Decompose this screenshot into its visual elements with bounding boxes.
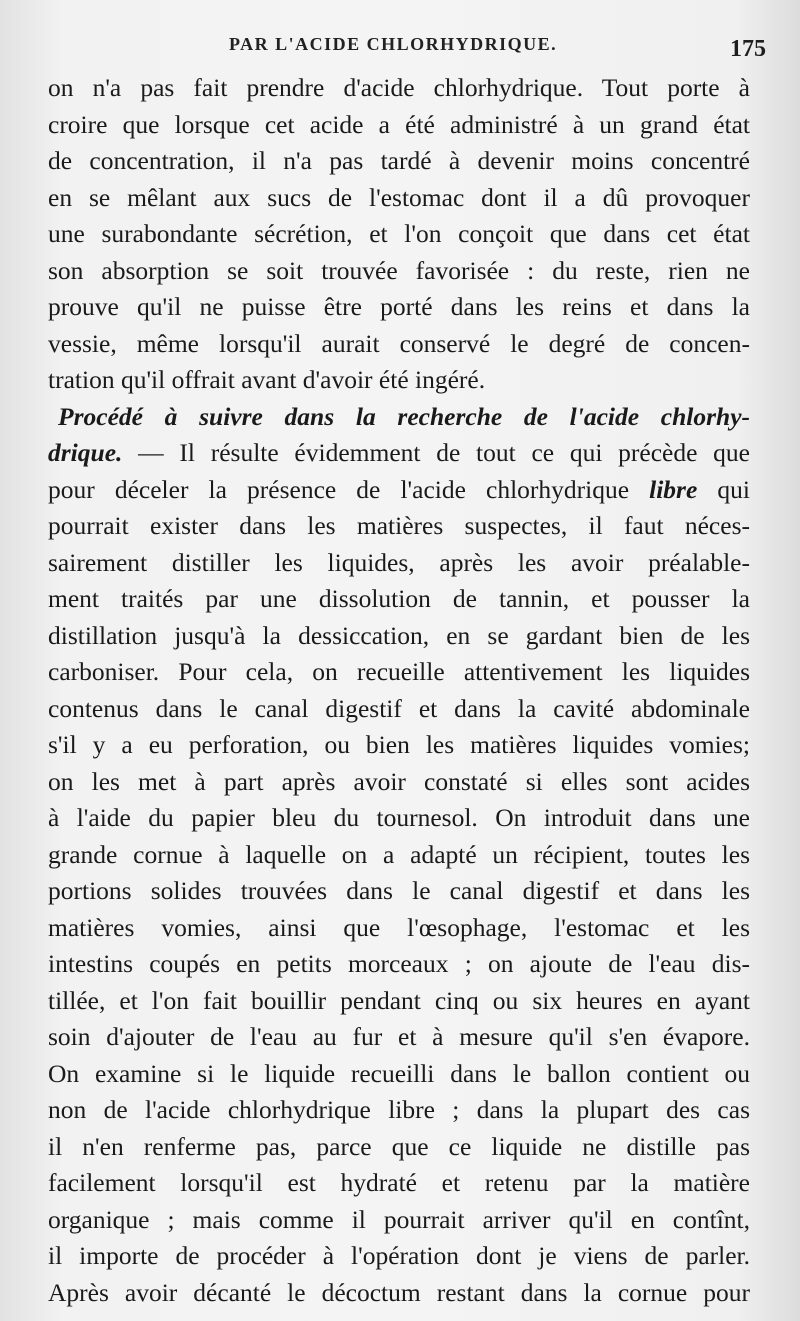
text-line [48,472,750,509]
text-run: pour déceler la présence de l'acide chlorhydrique [48,474,650,504]
text-line: on n'a pas fait prendre d'acide chlorhydrique. Tout porte à [48,73,750,102]
text-line: intestins coupés en petits morceaux ; on ajoute de l'eau dis- [48,949,750,978]
text-line: tillée, et l'on fait bouillir pendant cinq ou six heures en ayant [48,985,750,1015]
text-line: matières vomies, ainsi que l'œsophage, l'estomac et les [48,912,750,942]
text-run: — Il résulte évidemment de tout ce qui précède que [122,438,750,467]
text-line: portions solides trouvées dans le canal digestif et dans les [48,876,750,905]
text-line: à l'aide du papier bleu du tournesol. On introduit dans une [48,803,750,832]
text-line: il n'en renferme pas, parce que ce liquide ne distille pas [48,1131,750,1161]
text-line: il importe de procéder à l'opération dont je viens de parler. [48,1241,750,1270]
text-line: Après avoir décanté le décoctum restant dans la cornue pour [48,1277,750,1307]
text-line: prouve qu'il ne puisse être porté dans les reins et dans la [48,292,750,321]
text-line: On examine si le liquide recueilli dans le ballon contient ou [48,1058,750,1088]
text-line [48,435,750,472]
text-line: organique ; mais comme il pourrait arriver qu'il en contînt, [48,1204,750,1234]
text-line: distillation jusqu'à la dessiccation, en se gardant bien de les [48,620,750,650]
body-text [48,70,750,1311]
text-line: facilement lorsqu'il est hydraté et retenu par la matière [48,1168,750,1197]
text-line: tration qu'il offrait avant d'avoir été ingéré. [48,365,486,394]
text-line: grande cornue à laquelle on a adapté un récipient, toutes les [48,839,750,869]
text-line: en se mêlant aux sucs de l'estomac dont il a dû provoquer [48,182,750,212]
text-line: de concentration, il n'a pas tardé à devenir moins concentré [48,146,750,175]
emphasis-word: libre [649,474,698,504]
page-number: 175 [730,36,766,62]
text-line: ment traités par une dissolution de tannin, et pousser la [48,584,750,613]
text-line: une surabondante sécrétion, et l'on conçoit que dans cet état [48,219,750,248]
text-line: son absorption se soit trouvée favorisée : du reste, rien ne [48,255,750,285]
text-line: croire que lorsque cet acide a été administré à un grand état [48,109,750,139]
text-line: vessie, même lorsqu'il aurait conservé le degré de concen- [48,328,750,358]
text-line: non de l'acide chlorhydrique libre ; dans la plupart des cas [48,1095,750,1124]
text-line: soin d'ajouter de l'eau au fur et à mesure qu'il s'en évapore. [48,1022,750,1051]
text-line: sairement distiller les liquides, après les avoir préalable- [48,547,750,577]
running-head: PAR L'ACIDE CHLORHYDRIQUE. [229,34,558,54]
text-line: s'il y a eu perforation, ou bien les matières liquides vomies; [48,730,750,759]
text-line: contenus dans le canal digestif et dans la cavité abdominale [48,693,750,723]
section-heading: Procédé à suivre dans la recherche de l'acide chlorhy- [58,401,750,431]
text-line: carboniser. Pour cela, on recueille attentivement les liquides [48,657,750,686]
section-heading-end: drique. [48,438,123,467]
page-header [0,30,800,70]
text-line: on les met à part après avoir constaté si elles sont acides [48,766,750,796]
text-run: qui [697,474,750,504]
text-line: pourrait exister dans les matières suspectes, il faut néces- [48,511,750,540]
